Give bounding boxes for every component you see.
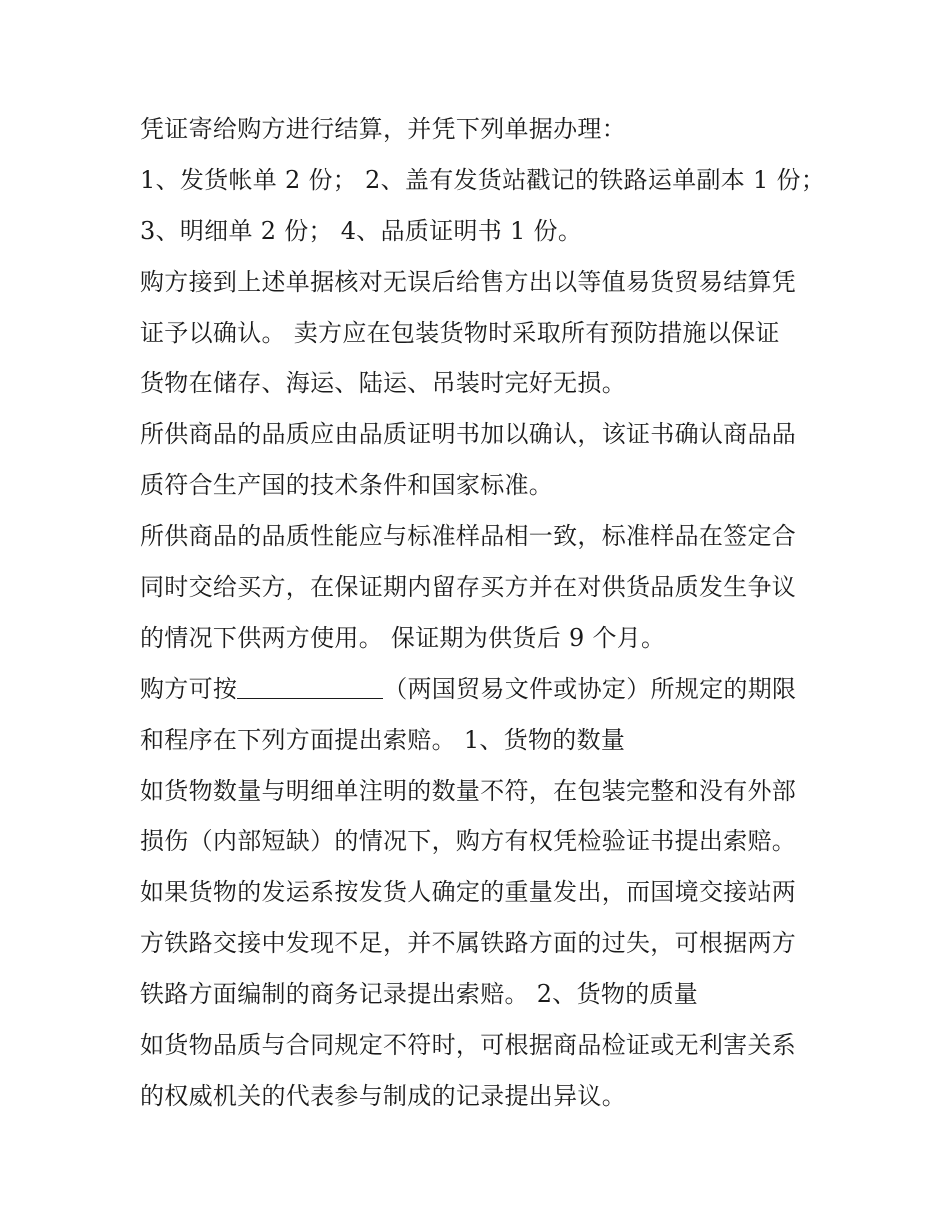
text-line-13: 和程序在下列方面提出索赔。 1、货物的数量 — [140, 725, 626, 754]
text-line-8: 质符合生产国的技术条件和国家标准。 — [140, 471, 554, 500]
text-line-2: 1、发货帐单 2 份； 2、盖有发货站戳记的铁路运单副本 1 份； — [140, 165, 826, 194]
fill-in-suffix: （两国贸易文件或协定）所规定的期限 — [383, 674, 797, 703]
text-line-3: 3、明细单 2 份； 4、品质证明书 1 份。 — [140, 216, 583, 245]
text-line-16: 如果货物的发运系按发货人确定的重量发出，而国境交接站两 — [140, 878, 797, 907]
text-line-9: 所供商品的品质性能应与标准样品相一致，标准样品在签定合 — [140, 522, 797, 551]
document-body — [140, 104, 830, 1122]
text-line-4: 购方接到上述单据核对无误后给售方出以等值易货贸易结算凭 — [140, 267, 797, 296]
text-line-7: 所供商品的品质应由品质证明书加以确认，该证书确认商品品 — [140, 420, 797, 449]
text-line-17: 方铁路交接中发现不足，并不属铁路方面的过失，可根据两方 — [140, 929, 797, 958]
fill-in-prefix: 购方可按 — [140, 674, 238, 703]
text-line-6: 货物在储存、海运、陆运、吊装时完好无损。 — [140, 369, 626, 398]
text-line-15: 损伤（内部短缺）的情况下，购方有权凭检验证书提出索赔。 — [140, 827, 797, 856]
text-line-1: 凭证寄给购方进行结算，并凭下列单据办理： — [140, 115, 626, 143]
text-line-5: 证予以确认。 卖方应在包装货物时采取所有预防措施以保证 — [140, 318, 780, 347]
text-line-19: 如货物品质与合同规定不符时，可根据商品检证或无利害关系 — [140, 1031, 797, 1060]
text-line-20: 的权威机关的代表参与制成的记录提出异议。 — [140, 1081, 626, 1110]
fill-in-blank — [237, 668, 383, 699]
text-line-10: 同时交给买方，在保证期内留存买方并在对供货品质发生争议 — [140, 573, 797, 602]
text-line-14: 如货物数量与明细单注明的数量不符，在包装完整和没有外部 — [140, 776, 797, 805]
text-line-11: 的情况下供两方使用。 保证期为供货后 9 个月。 — [140, 623, 666, 652]
text-line-12-fill-in — [140, 664, 830, 715]
text-line-18: 铁路方面编制的商务记录提出索赔。 2、货物的质量 — [140, 980, 699, 1009]
